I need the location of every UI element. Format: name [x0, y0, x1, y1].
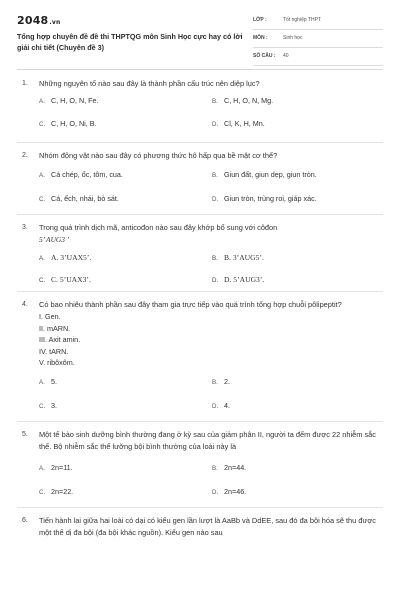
option-text: 2n=46.	[224, 486, 247, 496]
option-label: D.	[212, 121, 219, 128]
option-label: D.	[212, 196, 219, 203]
option-text: Cl, K, H, Mn.	[224, 119, 265, 128]
meta-label: SỐ CÂU :	[253, 53, 276, 59]
list-item: IV. tARN.	[39, 346, 69, 356]
question-text: Tiến hành lai giữa hai loài có dại có kiểu gen lần lượt là AaBb và DdEE, sau đó đa bội hóa sẽ thu được một thể dị đa bội (đa bội khác nguồn). Kiểu gen nào sau	[39, 515, 376, 537]
option-d[interactable]	[212, 401, 230, 410]
meta-row-count	[253, 50, 383, 66]
question-divider	[17, 142, 383, 143]
question-number: 3.	[22, 224, 28, 231]
option-d[interactable]	[212, 194, 317, 203]
question-number: 6.	[22, 516, 28, 524]
codon-formula: 5’ AUG3 ’	[39, 235, 70, 244]
question-number: 1.	[22, 80, 28, 87]
option-text: C, H, O, N, Mg.	[224, 96, 274, 105]
site-logo[interactable]	[17, 14, 60, 27]
question-stem	[0, 222, 400, 234]
question-divider	[17, 214, 383, 215]
option-label: D.	[212, 402, 219, 410]
option-text: B. 3’AUG5’.	[224, 253, 264, 262]
document-header	[0, 0, 400, 66]
meta-box	[253, 14, 383, 68]
option-label: A.	[39, 172, 45, 179]
question-stem	[0, 299, 400, 369]
option-b[interactable]	[212, 170, 317, 179]
option-label: B.	[212, 98, 218, 105]
question-text: Một tế bào sinh dưỡng bình thường đang ở kỳ sau của giảm phân II, người ta đếm được 22 nhiễm sắc thể. Bộ nhiễm sắc thể lưỡng bội bình thường của loài này là	[39, 429, 376, 451]
answer-options	[0, 251, 400, 291]
option-b[interactable]	[212, 463, 246, 472]
option-label: D.	[212, 277, 219, 284]
document-title: Tổng hợp chuyên đề đề thi THPTQG môn Sinh Học cực hay có lời giải chi tiết (Chuyên đề 3)	[17, 32, 243, 52]
answer-options	[0, 459, 400, 499]
option-text: 2n=22.	[51, 486, 74, 496]
option-a[interactable]	[39, 96, 99, 105]
option-text: A. 3’UAX5’.	[51, 253, 92, 262]
option-label: A.	[39, 378, 45, 386]
option-label: C.	[39, 277, 46, 284]
option-b[interactable]	[212, 253, 264, 262]
option-c[interactable]	[39, 119, 97, 128]
question-number: 2.	[22, 152, 28, 159]
question-2	[0, 150, 400, 212]
option-c[interactable]	[39, 401, 57, 410]
option-label: A.	[39, 255, 45, 262]
option-d[interactable]	[212, 119, 265, 128]
option-label: A.	[39, 464, 45, 472]
question-text: Nhóm động vật nào sau đây có phương thức hô hấp qua bề mặt cơ thể?	[39, 151, 278, 160]
question-text: Trong quá trình dịch mã, anticođon nào sau đây khớp bổ sung với côđon	[39, 223, 278, 232]
option-label: C.	[39, 196, 46, 203]
list-item: III. Axit amin.	[39, 335, 81, 344]
option-label: B.	[212, 172, 218, 179]
option-label: B.	[212, 378, 218, 386]
option-a[interactable]	[39, 377, 57, 386]
question-1	[0, 78, 400, 140]
option-a[interactable]	[39, 170, 123, 179]
option-text: 2n=44.	[224, 462, 247, 472]
header-divider	[17, 69, 383, 70]
option-label: C.	[39, 402, 46, 410]
meta-label: LỚP :	[253, 17, 267, 23]
question-stem	[0, 78, 400, 90]
question-text: Có bao nhiêu thành phần sau đây tham gia trực tiếp vào quá trình tổng hợp chuỗi pôlipeptit?	[39, 300, 342, 309]
list-item: II. mARN.	[39, 323, 71, 333]
option-label: B.	[212, 464, 218, 472]
option-label: C.	[39, 121, 46, 128]
question-5	[0, 429, 400, 499]
question-list	[0, 78, 400, 539]
option-d[interactable]	[212, 487, 246, 496]
question-stem	[0, 515, 400, 539]
option-text: Giun tròn, trùng roi, giáp xác.	[224, 194, 317, 203]
option-a[interactable]	[39, 463, 73, 472]
option-text: Cá chép, ốc, tôm, cua.	[51, 170, 123, 179]
meta-value: Sinh học	[283, 35, 303, 41]
option-text: 4.	[224, 400, 230, 410]
option-label: C.	[39, 488, 46, 496]
question-number: 5.	[22, 430, 28, 438]
meta-row-class	[253, 14, 383, 30]
option-b[interactable]	[212, 377, 230, 386]
question-stem	[0, 429, 400, 453]
logo-sub: .vn	[49, 19, 61, 26]
option-d[interactable]	[212, 275, 264, 284]
answer-options	[0, 168, 400, 212]
option-c[interactable]	[39, 487, 73, 496]
component-list	[39, 311, 382, 369]
answer-options	[0, 96, 400, 140]
answer-options	[0, 375, 400, 415]
option-label: A.	[39, 98, 45, 105]
question-divider	[17, 421, 383, 422]
question-divider	[17, 291, 383, 292]
meta-value: Tốt nghiệp THPT	[283, 17, 321, 23]
option-text: 2n=11.	[51, 462, 73, 472]
option-label: D.	[212, 488, 219, 496]
option-c[interactable]	[39, 275, 91, 284]
list-item: V. ribôxôm.	[39, 358, 75, 367]
option-text: 5.	[51, 376, 57, 386]
question-4	[0, 299, 400, 415]
list-item: I. Gen.	[39, 312, 61, 321]
question-6	[0, 515, 400, 539]
meta-value: 40	[283, 53, 289, 59]
option-text: C, H, O, Ni, B.	[51, 119, 97, 128]
question-3	[0, 222, 400, 291]
question-divider	[17, 507, 383, 508]
option-text: Cá, ếch, nhái, bò sát.	[51, 194, 119, 203]
option-text: D. 5’AUG3’.	[224, 275, 265, 284]
meta-row-subject	[253, 32, 383, 48]
option-text: Giun đất, giun dẹp, giun tròn.	[224, 170, 317, 179]
option-c[interactable]	[39, 194, 119, 203]
option-text: C. 5’UAX3’.	[51, 275, 91, 284]
question-number: 4.	[22, 301, 28, 308]
option-text: 2.	[224, 376, 230, 386]
meta-label: MÔN :	[253, 35, 268, 41]
option-label: B.	[212, 255, 218, 262]
question-text: Những nguyên tố nào sau đây là thành phần cấu trúc nên diệp lục?	[39, 79, 260, 88]
question-stem	[0, 150, 400, 162]
option-b[interactable]	[212, 96, 273, 105]
option-text: 3.	[51, 400, 57, 410]
logo-main: 2048	[17, 14, 49, 27]
option-text: C, H, O, N, Fe.	[51, 96, 99, 105]
option-a[interactable]	[39, 253, 91, 262]
